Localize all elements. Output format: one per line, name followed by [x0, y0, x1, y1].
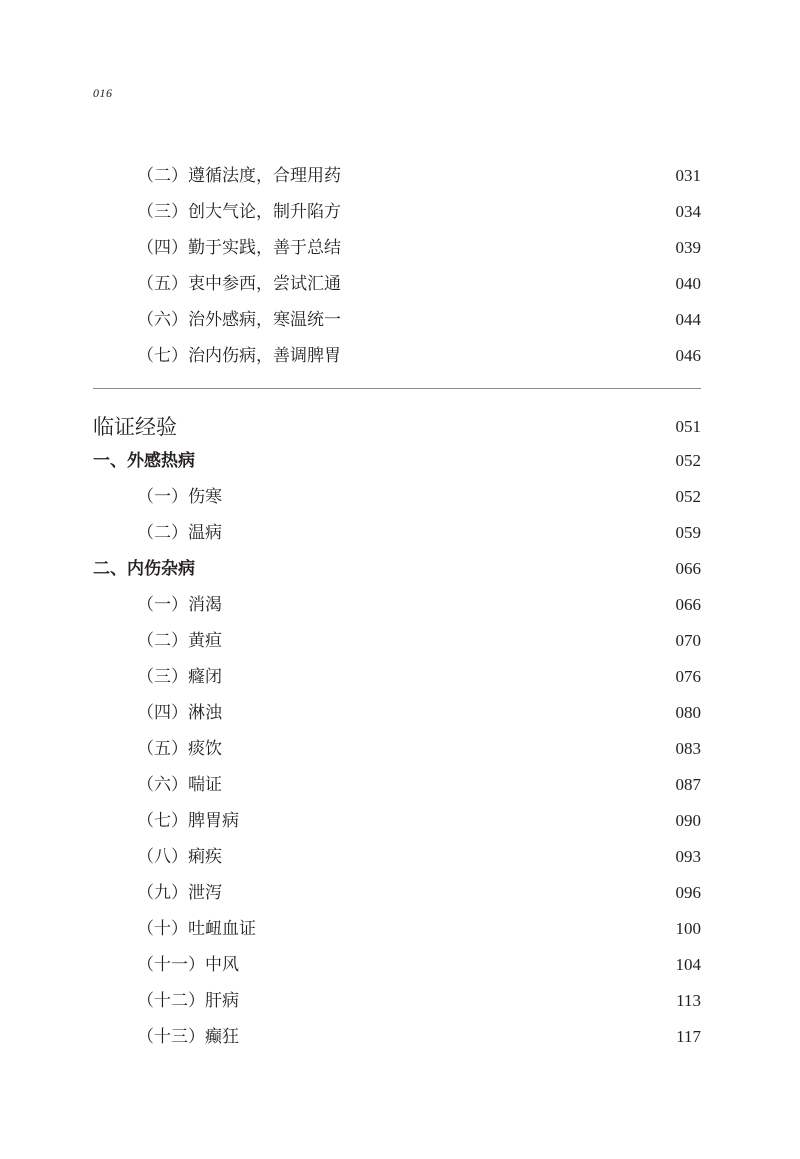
toc-entry-title: （十二）肝病	[137, 991, 239, 1011]
toc-entry[interactable]	[93, 158, 701, 194]
toc-entry-page: 039	[675, 238, 701, 257]
toc-entry[interactable]	[93, 266, 701, 302]
toc-entry-title: （二）黄疸	[137, 631, 222, 651]
toc-entry-title: （十三）癫狂	[137, 1027, 239, 1047]
toc-entry-page: 100	[675, 919, 701, 938]
toc-entry-page: 066	[675, 595, 701, 614]
toc-entry-page: 031	[675, 166, 701, 185]
toc-entry-page: 104	[675, 955, 701, 974]
toc-entry[interactable]	[93, 767, 701, 803]
toc-entry-title: （一）消渴	[137, 595, 222, 615]
toc-entry-title: （六）治外感病，寒温统一	[137, 310, 341, 330]
toc-entry[interactable]	[93, 803, 701, 839]
section-divider	[93, 388, 701, 389]
toc-entry-page: 040	[675, 274, 701, 293]
toc-entry-title: （二）温病	[137, 523, 222, 543]
toc-entry-title: （十一）中风	[137, 955, 239, 975]
toc-entry-page: 076	[675, 667, 701, 686]
toc-section-title: 一、外感热病	[93, 451, 195, 471]
toc-entry[interactable]	[93, 587, 701, 623]
toc-entry-page: 083	[675, 739, 701, 758]
toc-entry-page: 087	[675, 775, 701, 794]
toc-entry-title: （九）泄泻	[137, 883, 222, 903]
toc-entry[interactable]	[93, 479, 701, 515]
toc-entry[interactable]	[93, 911, 701, 947]
page-number: 016	[93, 86, 113, 100]
toc-entry-page: 096	[675, 883, 701, 902]
toc-entry[interactable]	[93, 338, 701, 374]
toc-entry-title: （七）脾胃病	[137, 811, 239, 831]
toc-entry-page: 059	[675, 523, 701, 542]
toc-entry[interactable]	[93, 515, 701, 551]
toc-entry[interactable]	[93, 839, 701, 875]
toc-section[interactable]	[93, 443, 701, 479]
toc-entry-title: （八）痢疾	[137, 847, 222, 867]
toc-entry[interactable]	[93, 983, 701, 1019]
toc-entry[interactable]	[93, 659, 701, 695]
toc-section-title: 二、内伤杂病	[93, 559, 195, 579]
toc-section-page: 066	[675, 559, 701, 578]
toc-entry-page: 070	[675, 631, 701, 650]
toc-entry-page: 093	[675, 847, 701, 866]
toc-entry-page: 080	[675, 703, 701, 722]
toc-entry-title: （四）勤于实践，善于总结	[137, 238, 341, 258]
toc-entry-page: 044	[675, 310, 701, 329]
toc-entry-title: （十）吐衄血证	[137, 919, 256, 939]
toc-entry-title: （五）痰饮	[137, 739, 222, 759]
toc-entry-page: 046	[675, 346, 701, 365]
toc-entry-title: （二）遵循法度，合理用药	[137, 166, 341, 186]
toc-chapter-title: 临证经验	[93, 415, 177, 439]
toc-entry-title: （三）创大气论，制升陷方	[137, 202, 341, 222]
toc-entry-page: 052	[675, 487, 701, 506]
toc-entry[interactable]	[93, 194, 701, 230]
toc-entry-title: （四）淋浊	[137, 703, 222, 723]
toc-section[interactable]	[93, 551, 701, 587]
toc-entry-title: （一）伤寒	[137, 487, 222, 507]
toc-entry-title: （三）癃闭	[137, 667, 222, 687]
toc-entry-title: （七）治内伤病，善调脾胃	[137, 346, 341, 366]
toc-entry-page: 113	[676, 991, 701, 1010]
toc-chapter[interactable]	[93, 409, 701, 445]
toc-entry[interactable]	[93, 1019, 701, 1055]
toc-entry[interactable]	[93, 623, 701, 659]
toc-section-page: 052	[675, 451, 701, 470]
toc-chapter-page: 051	[675, 417, 701, 436]
toc-entry[interactable]	[93, 230, 701, 266]
toc-entry-title: （五）衷中参西，尝试汇通	[137, 274, 341, 294]
toc-entry-page: 090	[675, 811, 701, 830]
toc-entry-page: 034	[675, 202, 701, 221]
toc-entry[interactable]	[93, 875, 701, 911]
toc-entry-title: （六）喘证	[137, 775, 222, 795]
toc-entry[interactable]	[93, 302, 701, 338]
toc-entry[interactable]	[93, 731, 701, 767]
toc-entry[interactable]	[93, 947, 701, 983]
toc-entry[interactable]	[93, 695, 701, 731]
toc-entry-page: 117	[676, 1027, 701, 1046]
